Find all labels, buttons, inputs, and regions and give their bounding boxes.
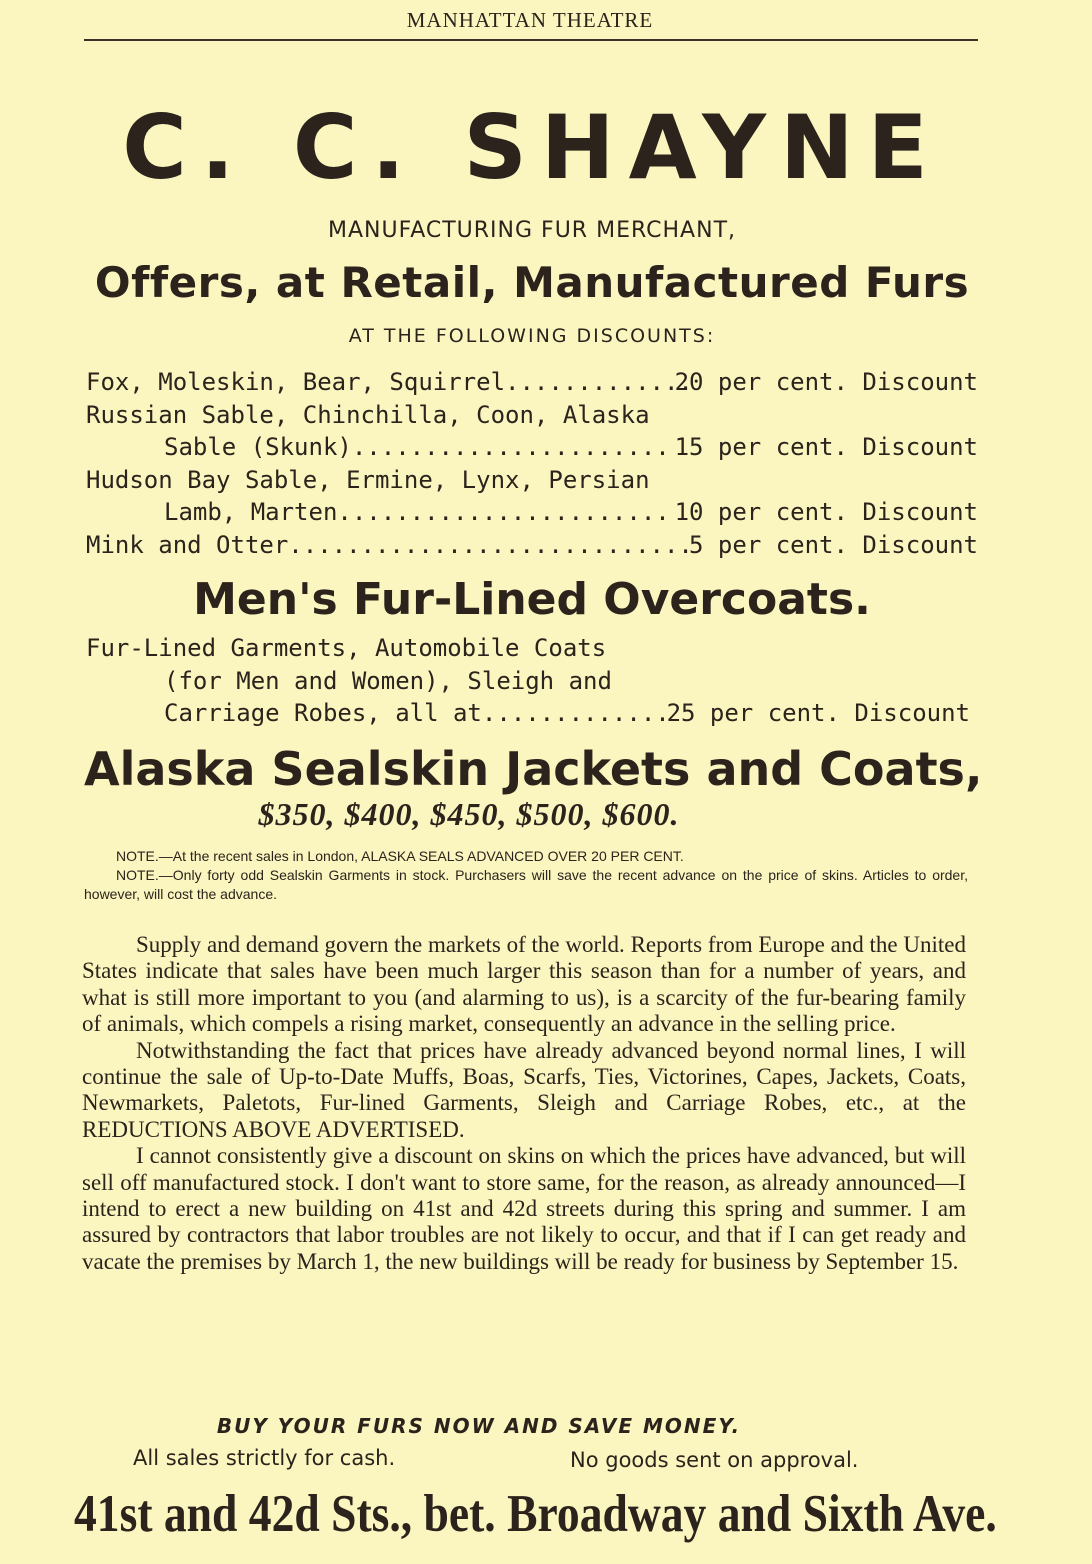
body-paragraph-3: I cannot consistently give a discount on skins on which the prices have advanced, but will sell off manufactured stock. I don't want to store same, for the reason, as already announced—I intend to erect a new building on 41st and 42d streets during this spring and summer. I am assured by contractors that labor troubles are not likely to occur, and that if I can get ready and vacate the premises by March 1, the new buildings will be ready for business by September 15. <box>82 1143 966 1274</box>
price-list-row <box>86 464 978 497</box>
sealskin-prices: $350, $400, $450, $500, $600. <box>258 796 680 832</box>
body-paragraph-2: Notwithstanding the fact that prices have already advanced beyond normal lines, I will continue the sale of Up-to-Date Muffs, Boas, Scarfs, Ties, Victorines, Capes, Jackets, Coats, Newmarkets, Paletots, Fur-lined Garments, Sleigh and Carriage Robes, etc., at the REDUCTIONS ABOVE ADVERTISED. <box>82 1037 966 1142</box>
sealskin-heading: Alaska Sealskin Jackets and Coats, <box>84 742 983 796</box>
price-list-item: Fox, Moleskin, Bear, Squirrel............. <box>86 368 693 396</box>
header-rule <box>84 39 978 41</box>
price-list-discount: 15 per cent. Discount <box>674 433 978 461</box>
overcoats-discount: 25 per cent. Discount <box>666 699 970 727</box>
overcoats-row <box>86 665 974 698</box>
overcoats-row <box>86 632 974 665</box>
overcoats-item: Carriage Robes, all at............. <box>164 699 670 727</box>
brand-subtitle: MANUFACTURING FUR MERCHANT, <box>327 218 736 243</box>
price-list-discount: 20 per cent. Discount <box>674 368 978 396</box>
note-stock: NOTE.—Only forty odd Sealskin Garments in stock. Purchasers will save the recent advance on the price of skins. Articles to order, however, will cost the advance. <box>84 867 968 902</box>
price-list-row <box>86 431 978 464</box>
cash-terms: All sales strictly for cash. <box>133 1446 396 1470</box>
slogan: BUY YOUR FURS NOW AND SAVE MONEY. <box>216 1414 742 1438</box>
price-list-item: Sable (Skunk)...................... <box>164 433 670 461</box>
running-head: MANHATTAN THEATRE <box>406 8 654 32</box>
price-list-item: Lamb, Marten....................... <box>164 498 670 526</box>
price-list-discount: 10 per cent. Discount <box>674 498 978 526</box>
approval-terms: No goods sent on approval. <box>570 1448 859 1472</box>
overcoats-list <box>86 632 974 730</box>
price-list-item: Mink and Otter............................ <box>86 530 693 559</box>
body-copy <box>82 932 966 1275</box>
note-london-sales: NOTE.—At the recent sales in London, ALASKA SEALS ADVANCED OVER 20 PER CENT. <box>116 848 684 864</box>
overcoats-item: (for Men and Women), Sleigh and <box>164 666 612 695</box>
price-list-discount: 5 per cent. Discount <box>689 530 978 559</box>
brand-name: C. C. SHAYNE <box>122 96 942 199</box>
price-list-row <box>86 496 978 529</box>
discount-price-list <box>86 366 978 561</box>
price-list-item: Hudson Bay Sable, Ermine, Lynx, Persian <box>86 465 650 494</box>
price-list-row <box>86 529 978 562</box>
body-paragraph-1: Supply and demand govern the markets of the world. Reports from Europe and the United States indicate that sales have been much larger this season than for a number of years, and what is still more important to you (and alarming to us), is a scarcity of the fur-bearing family of animals, which compels a rising market, consequently an advance in the selling price. <box>82 932 966 1037</box>
notes-block <box>84 847 968 904</box>
offer-headline: Offers, at Retail, Manufactured Furs <box>94 258 970 307</box>
overcoats-item: Fur-Lined Garments, Automobile Coats <box>86 634 607 662</box>
price-list-item: Russian Sable, Chinchilla, Coon, Alaska <box>86 400 650 429</box>
discounts-heading: AT THE FOLLOWING DISCOUNTS: <box>348 325 716 347</box>
overcoats-heading: Men's Fur-Lined Overcoats. <box>193 574 871 625</box>
overcoats-row <box>86 697 974 730</box>
store-address: 41st and 42d Sts., bet. Broadway and Sixth Ave. <box>74 1485 997 1543</box>
price-list-row <box>86 399 978 432</box>
price-list-row <box>86 366 978 399</box>
